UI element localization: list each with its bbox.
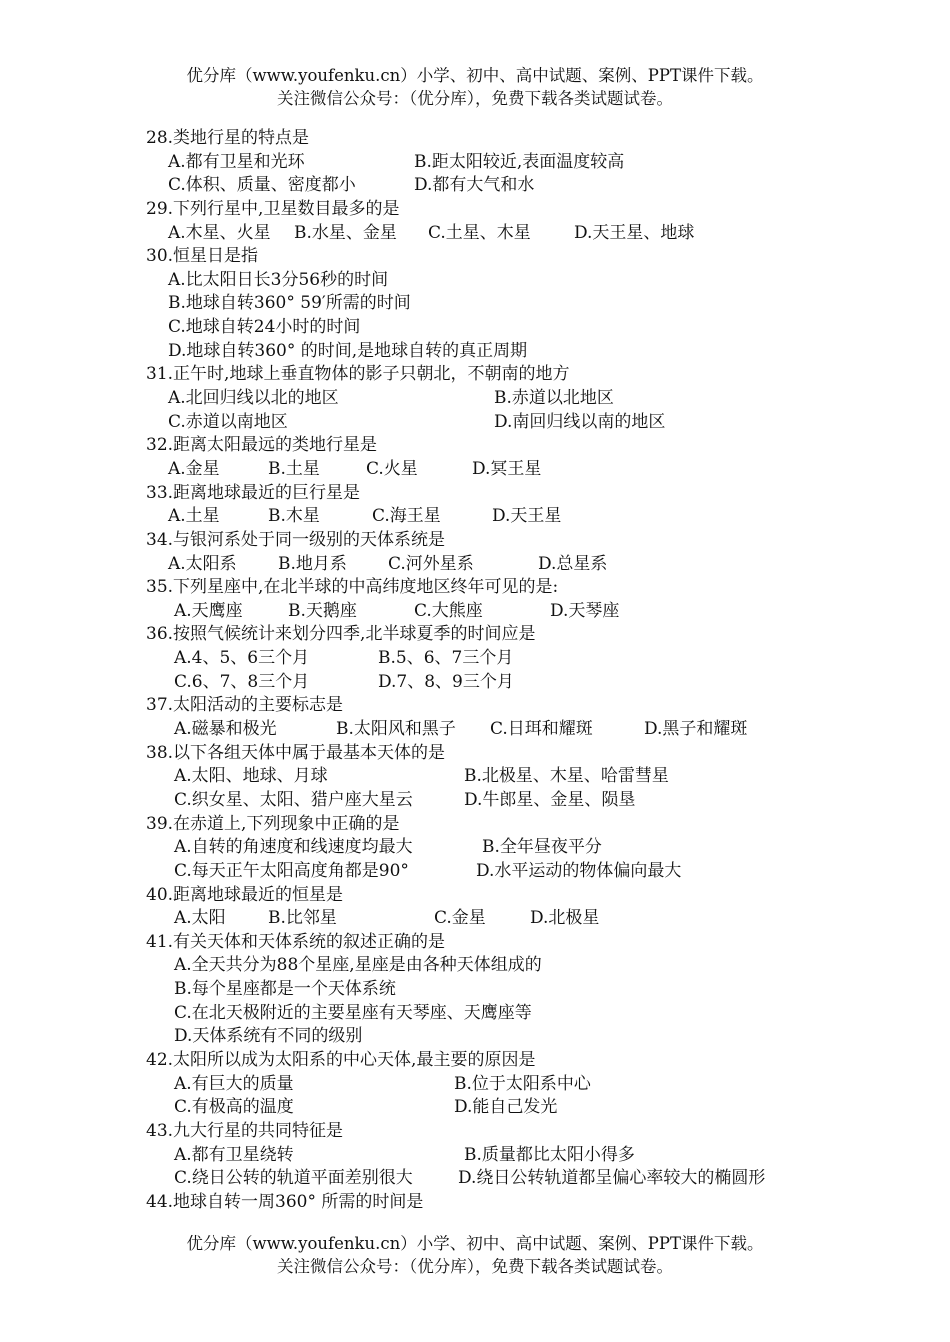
answer-option: C.地球自转24小时的时间	[168, 317, 361, 338]
answer-option: A.太阳	[174, 908, 226, 929]
option-row	[146, 1025, 826, 1049]
option-row	[146, 789, 826, 813]
answer-option: C.土星、木星	[428, 222, 531, 243]
question-stem: 42.太阳所以成为太阳系的中心天体,最主要的原因是	[146, 1049, 536, 1070]
answer-option: C.每天正午太阳高度角都是90°	[174, 860, 409, 881]
option-row	[146, 316, 826, 340]
question-stem-row	[146, 1049, 826, 1073]
answer-option: C.体积、质量、密度都小	[168, 175, 356, 196]
answer-option: A.都有卫星和光环	[168, 151, 305, 172]
question-stem: 30.恒星日是指	[146, 246, 259, 267]
answer-option: A.金星	[168, 458, 220, 479]
answer-option: A.北回归线以北的地区	[168, 388, 339, 409]
option-row	[146, 954, 826, 978]
option-row	[146, 860, 826, 884]
answer-option: B.质量都比太阳小得多	[464, 1144, 635, 1165]
answer-option: C.在北天极附近的主要星座有天琴座、天鹰座等	[174, 1002, 532, 1023]
question-stem-row	[146, 245, 826, 269]
question-stem: 41.有关天体和天体系统的叙述正确的是	[146, 931, 446, 952]
question-list	[146, 127, 826, 1214]
answer-option: C.赤道以南地区	[168, 411, 288, 432]
question-stem: 43.九大行星的共同特征是	[146, 1120, 344, 1141]
answer-option: C.河外星系	[388, 553, 474, 574]
question-stem-row	[146, 482, 826, 506]
answer-option: B.水星、金星	[294, 222, 397, 243]
answer-option: C.织女星、太阳、猎户座大星云	[174, 789, 413, 810]
answer-option: C.海王星	[372, 506, 441, 527]
answer-option: A.有巨大的质量	[174, 1073, 294, 1094]
option-row	[146, 174, 826, 198]
option-row	[146, 978, 826, 1002]
answer-option: D.地球自转360° 的时间,是地球自转的真正周期	[168, 340, 528, 361]
question-stem-row	[146, 434, 826, 458]
option-row	[146, 1002, 826, 1026]
question-stem-row	[146, 623, 826, 647]
answer-option: B.每个星座都是一个天体系统	[174, 979, 396, 1000]
option-row	[146, 505, 826, 529]
answer-option: A.自转的角速度和线速度均最大	[174, 837, 413, 858]
answer-option: D.7、8、9三个月	[378, 671, 514, 692]
answer-option: C.6、7、8三个月	[174, 671, 310, 692]
answer-option: B.北极星、木星、哈雷彗星	[464, 766, 669, 787]
answer-option: D.南回归线以南的地区	[494, 411, 666, 432]
page-header	[0, 64, 950, 110]
answer-option: A.太阳系	[168, 553, 237, 574]
question-stem-row	[146, 198, 826, 222]
question-stem-row	[146, 742, 826, 766]
answer-option: B.位于太阳系中心	[454, 1073, 591, 1094]
option-row	[146, 600, 826, 624]
answer-option: D.天王星	[492, 506, 562, 527]
question-stem: 28.类地行星的特点是	[146, 128, 310, 148]
question-stem-row	[146, 363, 826, 387]
answer-option: C.金星	[434, 908, 486, 929]
answer-option: C.日珥和耀斑	[490, 719, 593, 740]
option-row	[146, 269, 826, 293]
header-line-2: 关注微信公众号：（优分库），免费下载各类试题试卷。	[277, 89, 673, 108]
question-stem: 40.距离地球最近的恒星是	[146, 884, 344, 905]
question-stem-row	[146, 127, 826, 151]
answer-option: D.水平运动的物体偏向最大	[476, 860, 682, 881]
question-stem: 44.地球自转一周360° 所需的时间是	[146, 1191, 424, 1212]
question-stem: 37.太阳活动的主要标志是	[146, 695, 344, 716]
option-row	[146, 718, 826, 742]
answer-option: B.地球自转360° 59′所需的时间	[168, 293, 411, 314]
footer-line-2: 关注微信公众号：（优分库），免费下载各类试题试卷。	[277, 1257, 673, 1276]
question-stem-row	[146, 931, 826, 955]
answer-option: D.天王星、地球	[574, 222, 695, 243]
answer-option: A.天鹰座	[174, 600, 243, 621]
answer-option: D.天体系统有不同的级别	[174, 1026, 363, 1047]
answer-option: A.比太阳日长3分56秒的时间	[168, 269, 389, 290]
answer-option: B.5、6、7三个月	[378, 648, 514, 669]
answer-option: C.绕日公转的轨道平面差别很大	[174, 1168, 413, 1189]
answer-option: A.太阳、地球、月球	[174, 766, 328, 787]
option-row	[146, 222, 826, 246]
option-row	[146, 671, 826, 695]
option-row	[146, 340, 826, 364]
question-stem-row	[146, 1120, 826, 1144]
option-row	[146, 765, 826, 789]
question-stem-row	[146, 576, 826, 600]
answer-option: D.牛郎星、金星、陨垦	[464, 789, 636, 810]
header-line-1: 优分库（www.youfenku.cn）小学、初中、高中试题、案例、PPT课件下载。	[186, 66, 764, 85]
answer-option: B.全年昼夜平分	[482, 837, 602, 858]
answer-option: B.地月系	[278, 553, 347, 574]
answer-option: A.土星	[168, 506, 220, 527]
option-row	[146, 387, 826, 411]
answer-option: D.冥王星	[472, 458, 542, 479]
answer-option: C.大熊座	[414, 600, 483, 621]
option-row	[146, 836, 826, 860]
footer-line-1: 优分库（www.youfenku.cn）小学、初中、高中试题、案例、PPT课件下载。	[186, 1234, 764, 1253]
option-row	[146, 292, 826, 316]
question-stem-row	[146, 1191, 826, 1215]
question-stem-row	[146, 529, 826, 553]
question-stem: 32.距离太阳最远的类地行星是	[146, 435, 378, 456]
answer-option: B.土星	[268, 458, 320, 479]
option-row	[146, 1144, 826, 1168]
question-stem: 33.距离地球最近的巨行星是	[146, 482, 361, 503]
question-stem: 39.在赤道上,下列现象中正确的是	[146, 813, 400, 834]
option-row	[146, 458, 826, 482]
answer-option: B.太阳风和黑子	[336, 719, 456, 740]
answer-option: B.天鹅座	[288, 600, 357, 621]
question-stem-row	[146, 813, 826, 837]
answer-option: A.全天共分为88个星座,星座是由各种天体组成的	[174, 955, 542, 976]
answer-option: C.火星	[366, 458, 418, 479]
question-stem: 31.正午时,地球上垂直物体的影子只朝北，不朝南的地方	[146, 364, 570, 385]
answer-option: D.黑子和耀斑	[644, 719, 748, 740]
page-footer	[0, 1232, 950, 1278]
question-stem-row	[146, 884, 826, 908]
question-stem-row	[146, 694, 826, 718]
option-row	[146, 553, 826, 577]
option-row	[146, 411, 826, 435]
question-stem: 29.下列行星中,卫星数目最多的是	[146, 198, 400, 219]
answer-option: B.赤道以北地区	[494, 388, 614, 409]
option-row	[146, 151, 826, 175]
answer-option: A.4、5、6三个月	[174, 648, 310, 669]
answer-option: A.都有卫星绕转	[174, 1144, 294, 1165]
answer-option: C.有极高的温度	[174, 1097, 294, 1118]
answer-option: D.北极星	[530, 908, 600, 929]
answer-option: D.总星系	[538, 553, 608, 574]
answer-option: D.都有大气和水	[414, 175, 535, 196]
answer-option: A.磁暴和极光	[174, 719, 277, 740]
answer-option: B.木星	[268, 506, 320, 527]
question-stem: 34.与银河系处于同一级别的天体系统是	[146, 529, 446, 550]
answer-option: B.比邻星	[268, 908, 337, 929]
question-stem: 36.按照气候统计来划分四季,北半球夏季的时间应是	[146, 624, 536, 645]
option-row	[146, 1096, 826, 1120]
answer-option: D.能自己发光	[454, 1097, 558, 1118]
answer-option: D.绕日公转轨道都呈偏心率较大的椭圆形	[458, 1168, 766, 1189]
answer-option: B.距太阳较近,表面温度较高	[414, 151, 625, 172]
question-stem: 38.以下各组天体中属于最基本天体的是	[146, 742, 446, 763]
option-row	[146, 647, 826, 671]
option-row	[146, 1167, 826, 1191]
option-row	[146, 907, 826, 931]
answer-option: A.木星、火星	[168, 222, 271, 243]
answer-option: D.天琴座	[550, 600, 620, 621]
option-row	[146, 1073, 826, 1097]
question-stem: 35.下列星座中,在北半球的中高纬度地区终年可见的是:	[146, 577, 559, 598]
